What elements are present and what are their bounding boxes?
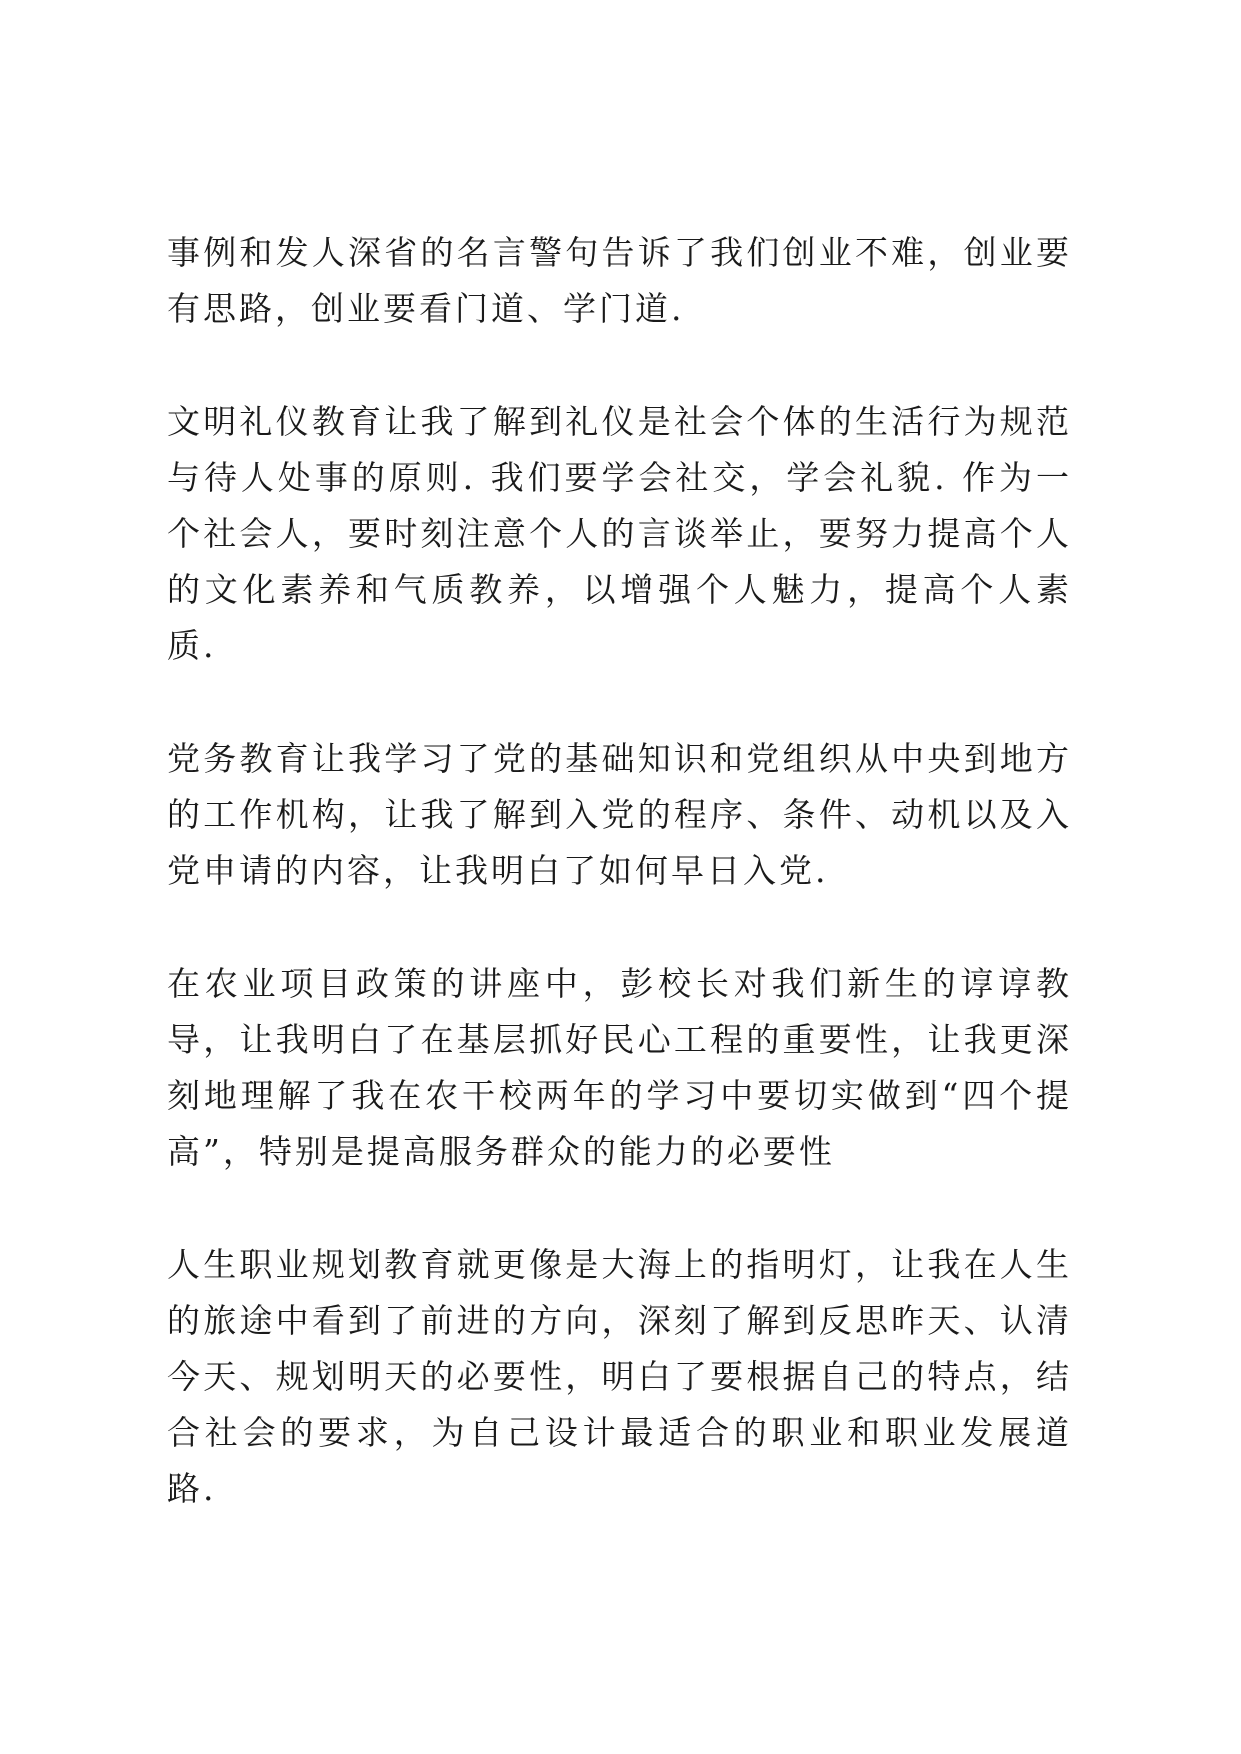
paragraph-entrepreneurship: 事例和发人深省的名言警句告诉了我们创业不难，创业要有思路，创业要看门道、学门道.: [167, 233, 1072, 328]
paragraph-agriculture-policy: 在农业项目政策的讲座中，彭校长对我们新生的谆谆教导，让我明白了在基层抓好民心工程的重要性，让我更深刻地理解了我在农干校两年的学习中要切实做到“四个提高”，特别是提高服务群众的能力的必要性: [167, 964, 1072, 1171]
paragraph-party-education: 党务教育让我学习了党的基础知识和党组织从中央到地方的工作机构，让我了解到入党的程序、条件、动机以及入党申请的内容，让我明白了如何早日入党.: [167, 739, 1072, 890]
paragraph-career-planning: 人生职业规划教育就更像是大海上的指明灯，让我在人生的旅途中看到了前进的方向，深刻了解到反思昨天、认清今天、规划明天的必要性，明白了要根据自己的特点，结合社会的要求，为自己设计最适合的职业和职业发展道路.: [167, 1245, 1072, 1508]
paragraph-etiquette: 文明礼仪教育让我了解到礼仪是社会个体的生活行为规范与待人处事的原则. 我们要学会社交，学会礼貌. 作为一个社会人，要时刻注意个人的言谈举止，要努力提高个人的文化素养和气质教养，以增强个人魅力，提高个人素质.: [167, 402, 1072, 665]
document-body: [167, 225, 1072, 1574]
